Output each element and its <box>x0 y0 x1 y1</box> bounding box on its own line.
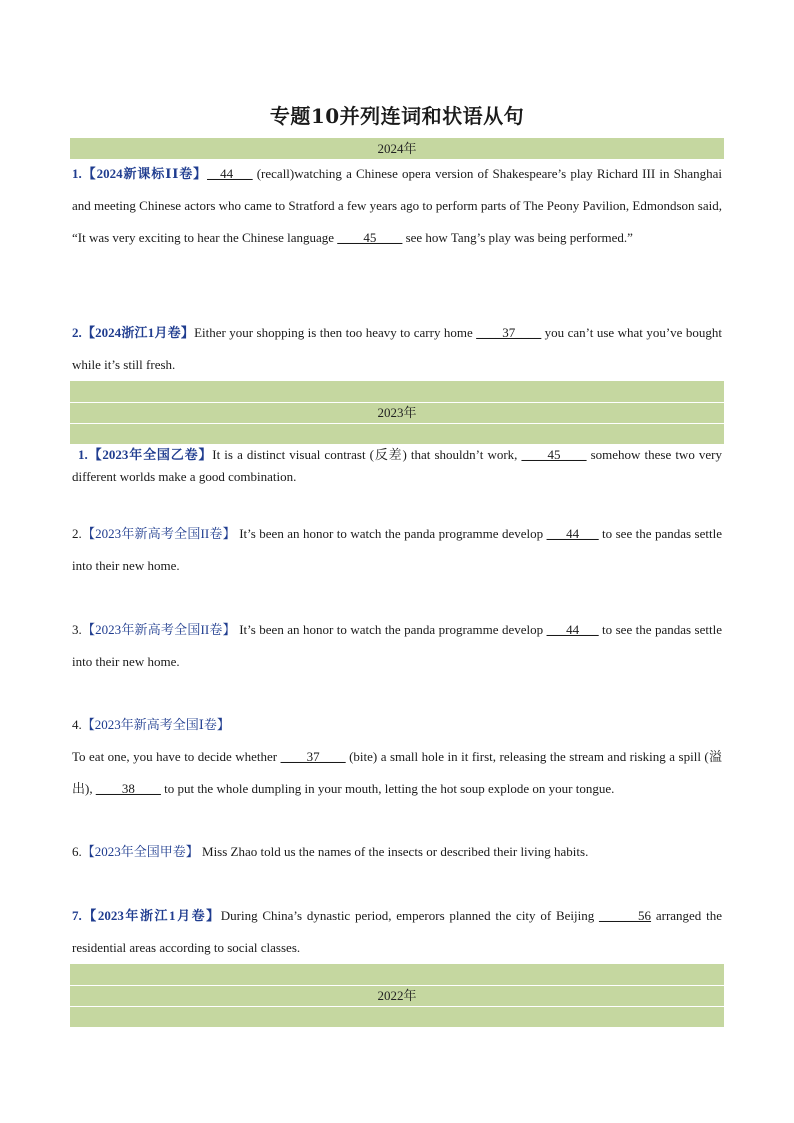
blank-44[interactable]: ___44___ <box>546 622 599 637</box>
section-header-2024: 2024年 <box>70 138 724 159</box>
section-header-2022 <box>70 964 724 1027</box>
blank-37[interactable]: ____37____ <box>280 749 346 764</box>
question-source: 【2023年全国乙卷】 <box>87 447 213 462</box>
question-2023-6 <box>72 836 722 868</box>
question-source: 【2023年新高考全国Ⅰ卷】 <box>81 717 230 732</box>
blank-38[interactable]: ____38____ <box>95 781 161 796</box>
question-2023-4 <box>72 741 722 805</box>
question-number: 7. <box>72 908 82 923</box>
question-text: It is a distinct visual contrast (反差) that shouldn’t work, <box>212 447 522 462</box>
question-text: to see the pandas settle into their new home. <box>72 622 722 669</box>
question-text: see how Tang’s play was being performed.” <box>402 230 633 245</box>
question-source: 【2024新课标ⅠⅠ卷】 <box>81 166 208 181</box>
question-2023-2 <box>72 518 722 582</box>
question-number: 1. <box>72 166 82 181</box>
question-number: 4. <box>72 717 82 732</box>
question-number: 2. <box>72 325 82 340</box>
section-header-2023 <box>70 381 724 444</box>
question-2024-2 <box>72 317 722 381</box>
question-text: It’s been an honor to watch the panda programme develop <box>235 622 547 637</box>
question-number: 2. <box>72 526 82 541</box>
blank-37[interactable]: ____37____ <box>476 325 542 340</box>
question-number: 3. <box>72 622 82 637</box>
question-text: (recall)watching a Chinese opera version of Shakespeare’s play Richard III in Shanghai and meeting Chinese actors who came to Stratford a few years ago to perform parts of The Peony Pavilion, Edmondson said, “It was very exciting to hear the Chinese language <box>72 166 722 245</box>
question-text: (bite) a small hole in it first, releasing the stream and risking a spill (溢出), <box>72 749 722 796</box>
blank-44[interactable]: __44___ <box>207 166 253 181</box>
question-source: 【2023年全国甲卷】 <box>81 844 199 859</box>
question-text: arranged the residential areas according to social classes. <box>72 908 722 955</box>
question-text: you can’t use what you’ve bought while it’s still fresh. <box>72 325 722 372</box>
question-text: to put the whole dumpling in your mouth, letting the hot soup explode on your tongue. <box>160 781 615 796</box>
question-source: 【2023年新高考全国II卷】 <box>81 622 236 637</box>
question-text: Either your shopping is then too heavy to carry home <box>194 325 477 340</box>
question-text: It’s been an honor to watch the panda programme develop <box>235 526 547 541</box>
blank-45[interactable]: ____45____ <box>521 447 587 462</box>
question-text: During China’s dynastic period, emperors planned the city of Beijing <box>220 908 600 923</box>
section-header-label: 2023年 <box>377 405 417 420</box>
question-number: 1. <box>78 447 88 462</box>
question-text: Miss Zhao told us the names of the insects or described their living habits. <box>198 844 589 859</box>
blank-56[interactable]: ______56 <box>599 908 652 923</box>
question-text: To eat one, you have to decide whether <box>72 749 281 764</box>
question-number: 6. <box>72 844 82 859</box>
question-2023-7 <box>72 900 722 964</box>
question-2023-4-header <box>72 709 722 741</box>
question-source: 【2024浙江1月卷】 <box>81 325 195 340</box>
page-title: 专题10并列连词和状语从句 <box>269 104 525 128</box>
blank-44[interactable]: ___44___ <box>546 526 599 541</box>
question-text: somehow these two very different worlds make a good combination. <box>72 447 722 484</box>
question-2023-3 <box>72 614 722 678</box>
question-2024-1 <box>72 158 722 254</box>
question-source: 【2023年浙江1月卷】 <box>81 908 221 923</box>
question-text: to see the pandas settle into their new home. <box>72 526 722 573</box>
question-source: 【2023年新高考全国II卷】 <box>81 526 236 541</box>
blank-45[interactable]: ____45____ <box>337 230 403 245</box>
question-2023-1 <box>72 444 722 488</box>
section-header-label: 2022年 <box>377 988 417 1003</box>
